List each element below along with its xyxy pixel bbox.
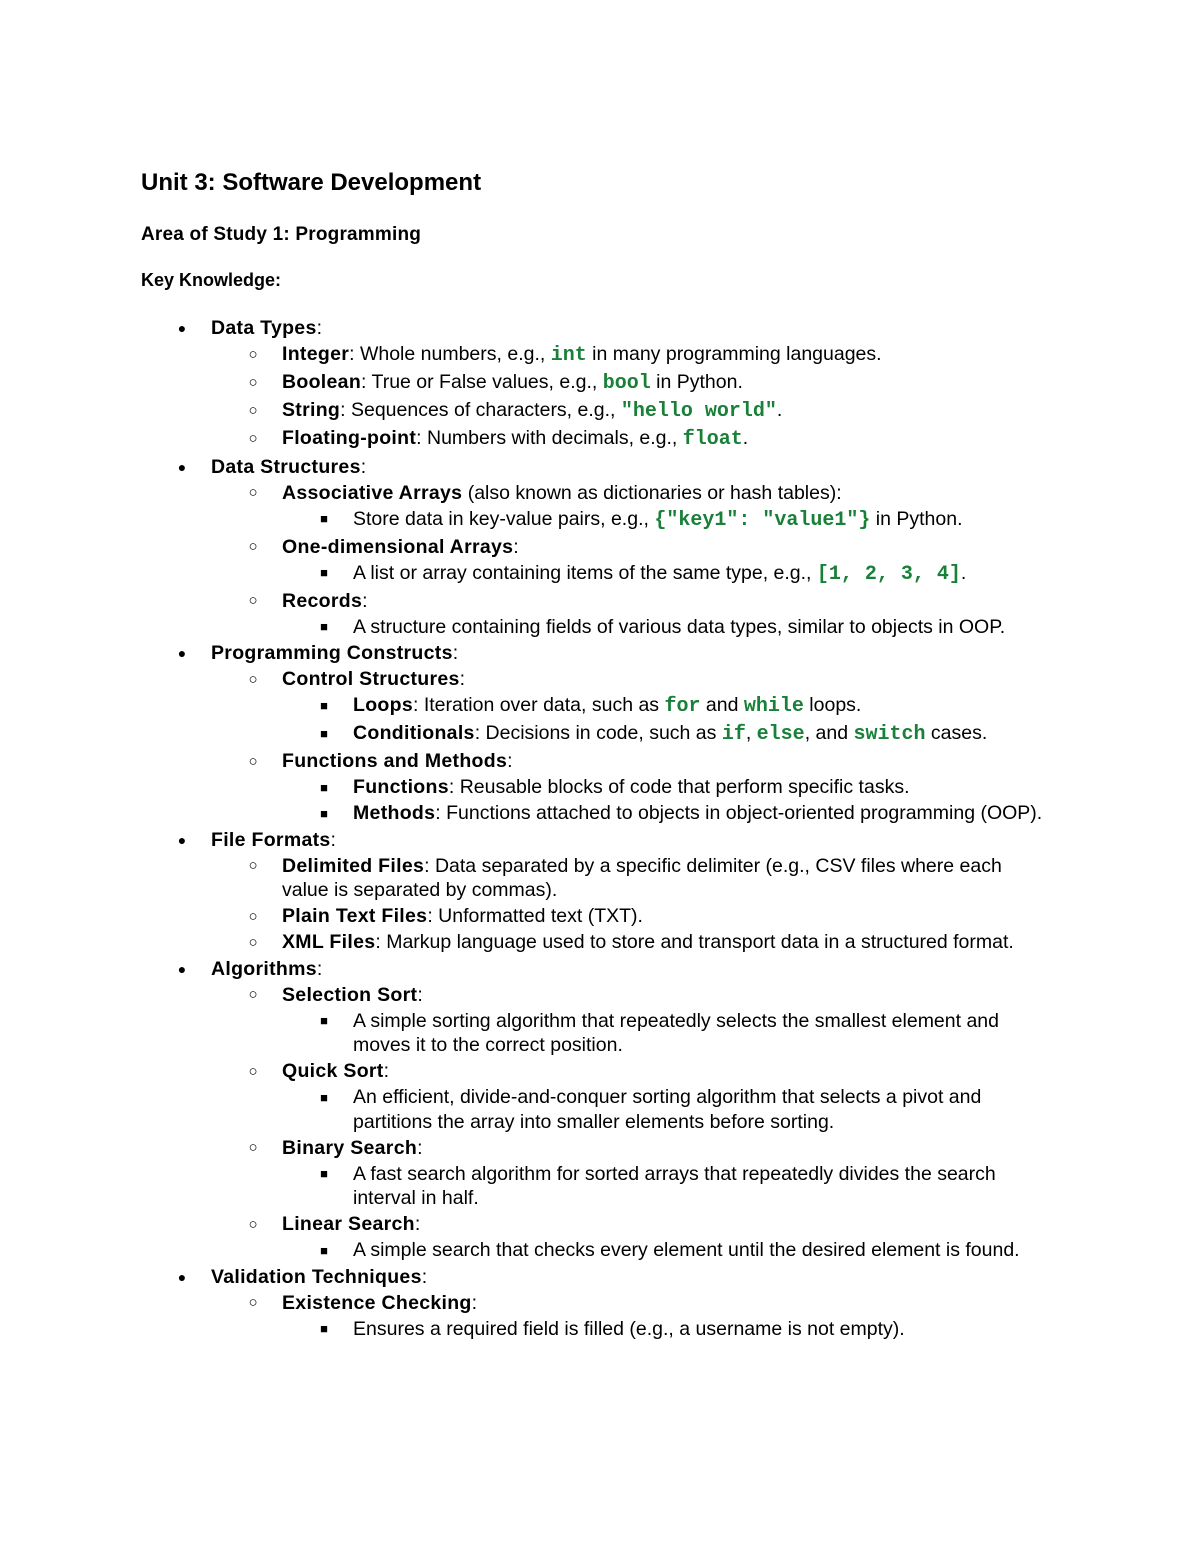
bullet-square-icon: ■ [320,565,328,580]
bullet-disc-icon: ● [177,831,187,848]
list-item-binary-search-detail: ■ A fast search algorithm for sorted arrays that repeatedly divides the search interval in half. [0,1160,1053,1211]
list-item-quick-sort-detail: ■ An efficient, divide-and-conquer sorting algorithm that selects a pivot and partitions the array into smaller elements before sorting. [0,1084,1053,1135]
list-item-existence-checking: ○ Existence Checking: [0,1289,1200,1315]
bullet-square-icon: ■ [320,1166,328,1181]
list-item-methods: ■ Methods: Functions attached to objects in object-oriented programming (OOP). [0,800,1053,826]
bullet-circle-icon: ○ [248,484,258,501]
bullet-circle-icon: ○ [248,345,258,363]
bullet-square-icon: ■ [320,725,328,741]
list-item-existence-checking-detail: ■ Ensures a required field is filled (e.g., a username is not empty). [0,1315,1053,1341]
bullet-circle-icon: ○ [248,933,258,951]
list-item-quick-sort: ○ Quick Sort: [0,1058,1200,1084]
bullet-circle-icon: ○ [248,429,258,447]
bullet-circle-icon: ○ [248,401,258,419]
list-item-floating-point: ○ Floating-point: Numbers with decimals, e.g., float. [0,425,1200,453]
bullet-circle-icon: ○ [248,752,258,770]
code-snippet: float [682,428,743,451]
list-item-conditionals: ■ Conditionals: Decisions in code, such as if, else, and switch cases. [0,720,1053,748]
bullet-disc-icon: ● [177,320,187,336]
area-of-study-heading: Area of Study 1: Programming [141,224,422,245]
list-item-xml-files: ○ XML Files: Markup language used to store and transport data in a structured format. [0,929,1027,955]
bullet-square-icon: ■ [320,619,328,634]
list-item-control-structures: ○ Control Structures: [0,666,1200,692]
list-item-associative-arrays: ○ Associative Arrays (also known as dictionaries or hash tables): [0,479,1200,505]
list-item-boolean: ○ Boolean: True or False values, e.g., bool in Python. [0,369,1200,397]
code-snippet: while [743,695,804,718]
list-item-associative-arrays-detail: ■ Store data in key-value pairs, e.g., {"key1": "value1"} in Python. [0,505,1053,533]
bullet-circle-icon: ○ [248,670,258,688]
list-item-records-detail: ■ A structure containing fields of various data types, similar to objects in OOP. [0,613,1053,639]
bullet-disc-icon: ● [177,960,187,977]
page-title: Unit 3: Software Development [141,169,482,196]
bullet-square-icon: ■ [320,805,328,821]
list-item-validation-techniques: ● Validation Techniques: [0,1263,1200,1290]
bullet-square-icon: ■ [320,1321,328,1336]
bullet-square-icon: ■ [320,1013,328,1028]
list-item-one-dimensional-arrays-detail: ■ A list or array containing items of the same type, e.g., [1, 2, 3, 4]. [0,559,1053,587]
list-item-data-structures: ● Data Structures: [0,453,1200,480]
list-item-records: ○ Records: [0,587,1200,613]
list-item-functions-and-methods: ○ Functions and Methods: [0,748,1200,774]
key-knowledge-list [0,314,1200,1341]
bullet-circle-icon: ○ [248,857,258,874]
list-item-data-types: ● Data Types: [0,314,1200,341]
list-item-plain-text-files: ○ Plain Text Files: Unformatted text (TXT). [0,903,1200,929]
list-item-programming-constructs: ● Programming Constructs: [0,639,1200,666]
code-snippet: for [664,695,701,718]
list-item-algorithms: ● Algorithms: [0,955,1200,982]
bullet-square-icon: ■ [320,511,328,526]
key-knowledge-heading: Key Knowledge: [141,270,282,290]
bullet-circle-icon: ○ [248,986,258,1003]
list-item-string: ○ String: Sequences of characters, e.g., "hello world". [0,397,1200,425]
bullet-circle-icon: ○ [248,1215,258,1233]
code-snippet: [1, 2, 3, 4] [816,562,961,586]
bullet-square-icon: ■ [320,779,328,795]
code-snippet: "hello world" [620,400,777,423]
bullet-circle-icon: ○ [248,1294,258,1311]
code-snippet: bool [602,372,651,395]
bullet-disc-icon: ● [177,458,187,475]
bullet-circle-icon: ○ [248,907,258,925]
bullet-circle-icon: ○ [248,1139,258,1156]
bullet-disc-icon: ● [177,645,187,661]
code-snippet: {"key1": "value1"} [654,508,871,532]
code-snippet: else [756,723,805,746]
bullet-disc-icon: ● [177,1268,187,1285]
list-item-selection-sort-detail: ■ A simple sorting algorithm that repeatedly selects the smallest element and moves it to the correct position. [0,1007,1053,1058]
list-item-integer: ○ Integer: Whole numbers, e.g., int in many programming languages. [0,341,1200,369]
list-item-loops: ■ Loops: Iteration over data, such as for and while loops. [0,692,1053,720]
list-item-binary-search: ○ Binary Search: [0,1134,1200,1160]
bullet-square-icon: ■ [320,1242,328,1258]
list-item-file-formats: ● File Formats: [0,826,1200,853]
bullet-circle-icon: ○ [248,592,258,609]
bullet-circle-icon: ○ [248,538,258,555]
bullet-circle-icon: ○ [248,1062,258,1080]
code-snippet: int [550,344,587,367]
bullet-square-icon: ■ [320,1089,328,1105]
list-item-linear-search-detail: ■ A simple search that checks every element until the desired element is found. [0,1237,1053,1263]
list-item-functions: ■ Functions: Reusable blocks of code that perform specific tasks. [0,774,1053,800]
list-item-delimited-files: ○ Delimited Files: Data separated by a specific delimiter (e.g., CSV files where each value is separated by commas). [0,852,1027,903]
list-item-selection-sort: ○ Selection Sort: [0,981,1200,1007]
bullet-circle-icon: ○ [248,373,258,391]
list-item-one-dimensional-arrays: ○ One-dimensional Arrays: [0,533,1200,559]
bullet-square-icon: ■ [320,697,328,713]
code-snippet: switch [853,723,926,746]
list-item-linear-search: ○ Linear Search: [0,1211,1200,1237]
code-snippet: if [721,723,746,746]
